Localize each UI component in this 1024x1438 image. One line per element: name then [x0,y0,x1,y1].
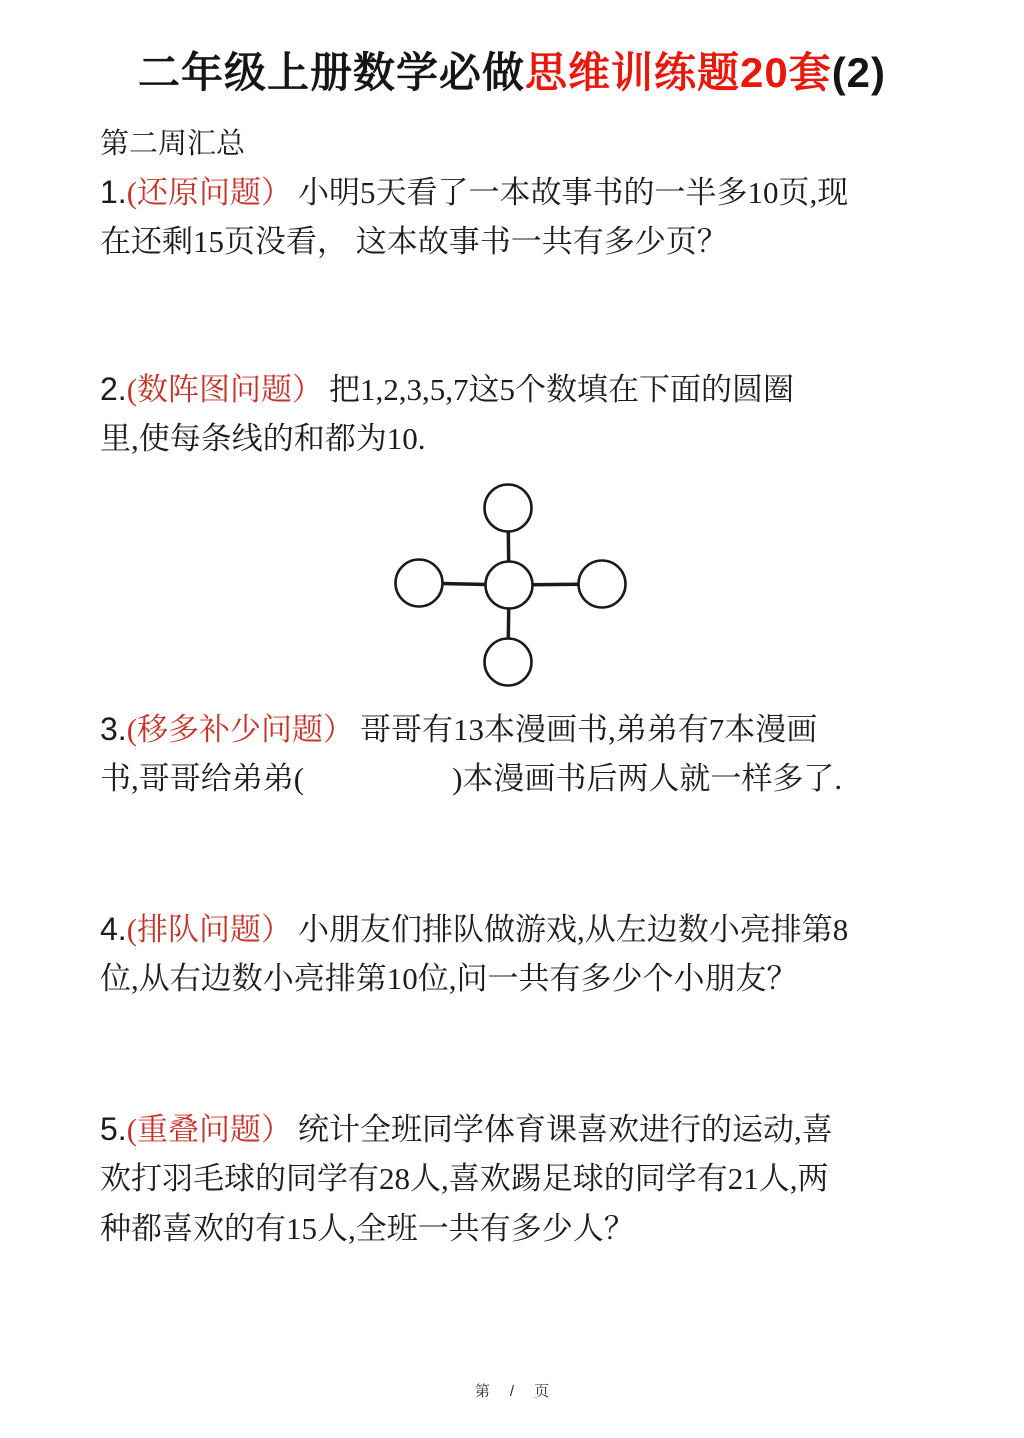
question-1-type-label: (还原问题） [126,175,293,210]
footer-suffix: 页 [534,1383,550,1400]
question-3-number: 3. [100,711,127,747]
footer-page-label [0,1380,1024,1401]
question-4-text: 小朋友们排队做游戏,从左边数小亮排第8 [298,912,849,947]
number-circles [396,485,626,686]
circle-left [396,560,443,607]
question-3-text: 哥哥有13本漫画书,弟弟有7本漫画 [360,712,818,747]
title-black-right: (2) [831,49,887,96]
number-cross-diagram [380,478,630,692]
question-5-line-3: 种都喜欢的有15人,全班一共有多少人？ [100,1211,635,1246]
footer-separator: / [509,1383,515,1400]
question-5-text: 统计全班同学体育课喜欢进行的运动,喜 [298,1112,833,1147]
question-1-text: 小明5天看了一本故事书的一半多10页,现 [298,175,849,210]
question-1-number: 1. [100,174,127,210]
question-5-line-1 [100,1109,833,1150]
question-3-line-1 [100,709,817,750]
question-3-text-after-blank: )本漫画书后两人就一样多了. [452,761,843,796]
question-2-line-1 [100,369,794,410]
question-1-line-2: 在还剩15页没看， 这本故事书一共有多少页？ [100,224,728,259]
circle-bottom [485,639,532,686]
question-3-line-2 [100,759,842,799]
question-3-type-label: (移多补少问题） [126,712,355,747]
question-3-text-before-blank: 书,哥哥给弟弟( [100,761,305,796]
circle-center [486,562,533,609]
page-title [0,40,1024,100]
subtitle-week-summary: 第二周汇总 [100,128,246,160]
question-2-text: 把1,2,3,5,7这5个数填在下面的圆圈 [329,372,795,407]
question-4-type-label: (排队问题） [126,912,293,947]
footer-prefix: 第 [474,1383,490,1400]
title-red: 思维训练题20套 [524,49,832,96]
question-2-number: 2. [100,371,127,407]
question-2-type-label: (数阵图问题） [126,372,324,407]
circle-right [579,561,626,608]
question-4-line-2: 位,从右边数小亮排第10位,问一共有多少个小朋友？ [100,961,798,996]
question-5-number: 5. [100,1111,127,1147]
question-5-line-2: 欢打羽毛球的同学有28人,喜欢踢足球的同学有21人,两 [100,1161,829,1196]
circle-top [485,485,532,532]
question-1-line-1 [100,172,848,213]
question-2-line-2: 里,使每条线的和都为10. [100,421,426,456]
question-4-number: 4. [100,911,127,947]
question-5-type-label: (重叠问题） [126,1112,293,1147]
title-black-left: 二年级上册数学必做 [137,49,525,96]
question-4-line-1 [100,909,848,950]
